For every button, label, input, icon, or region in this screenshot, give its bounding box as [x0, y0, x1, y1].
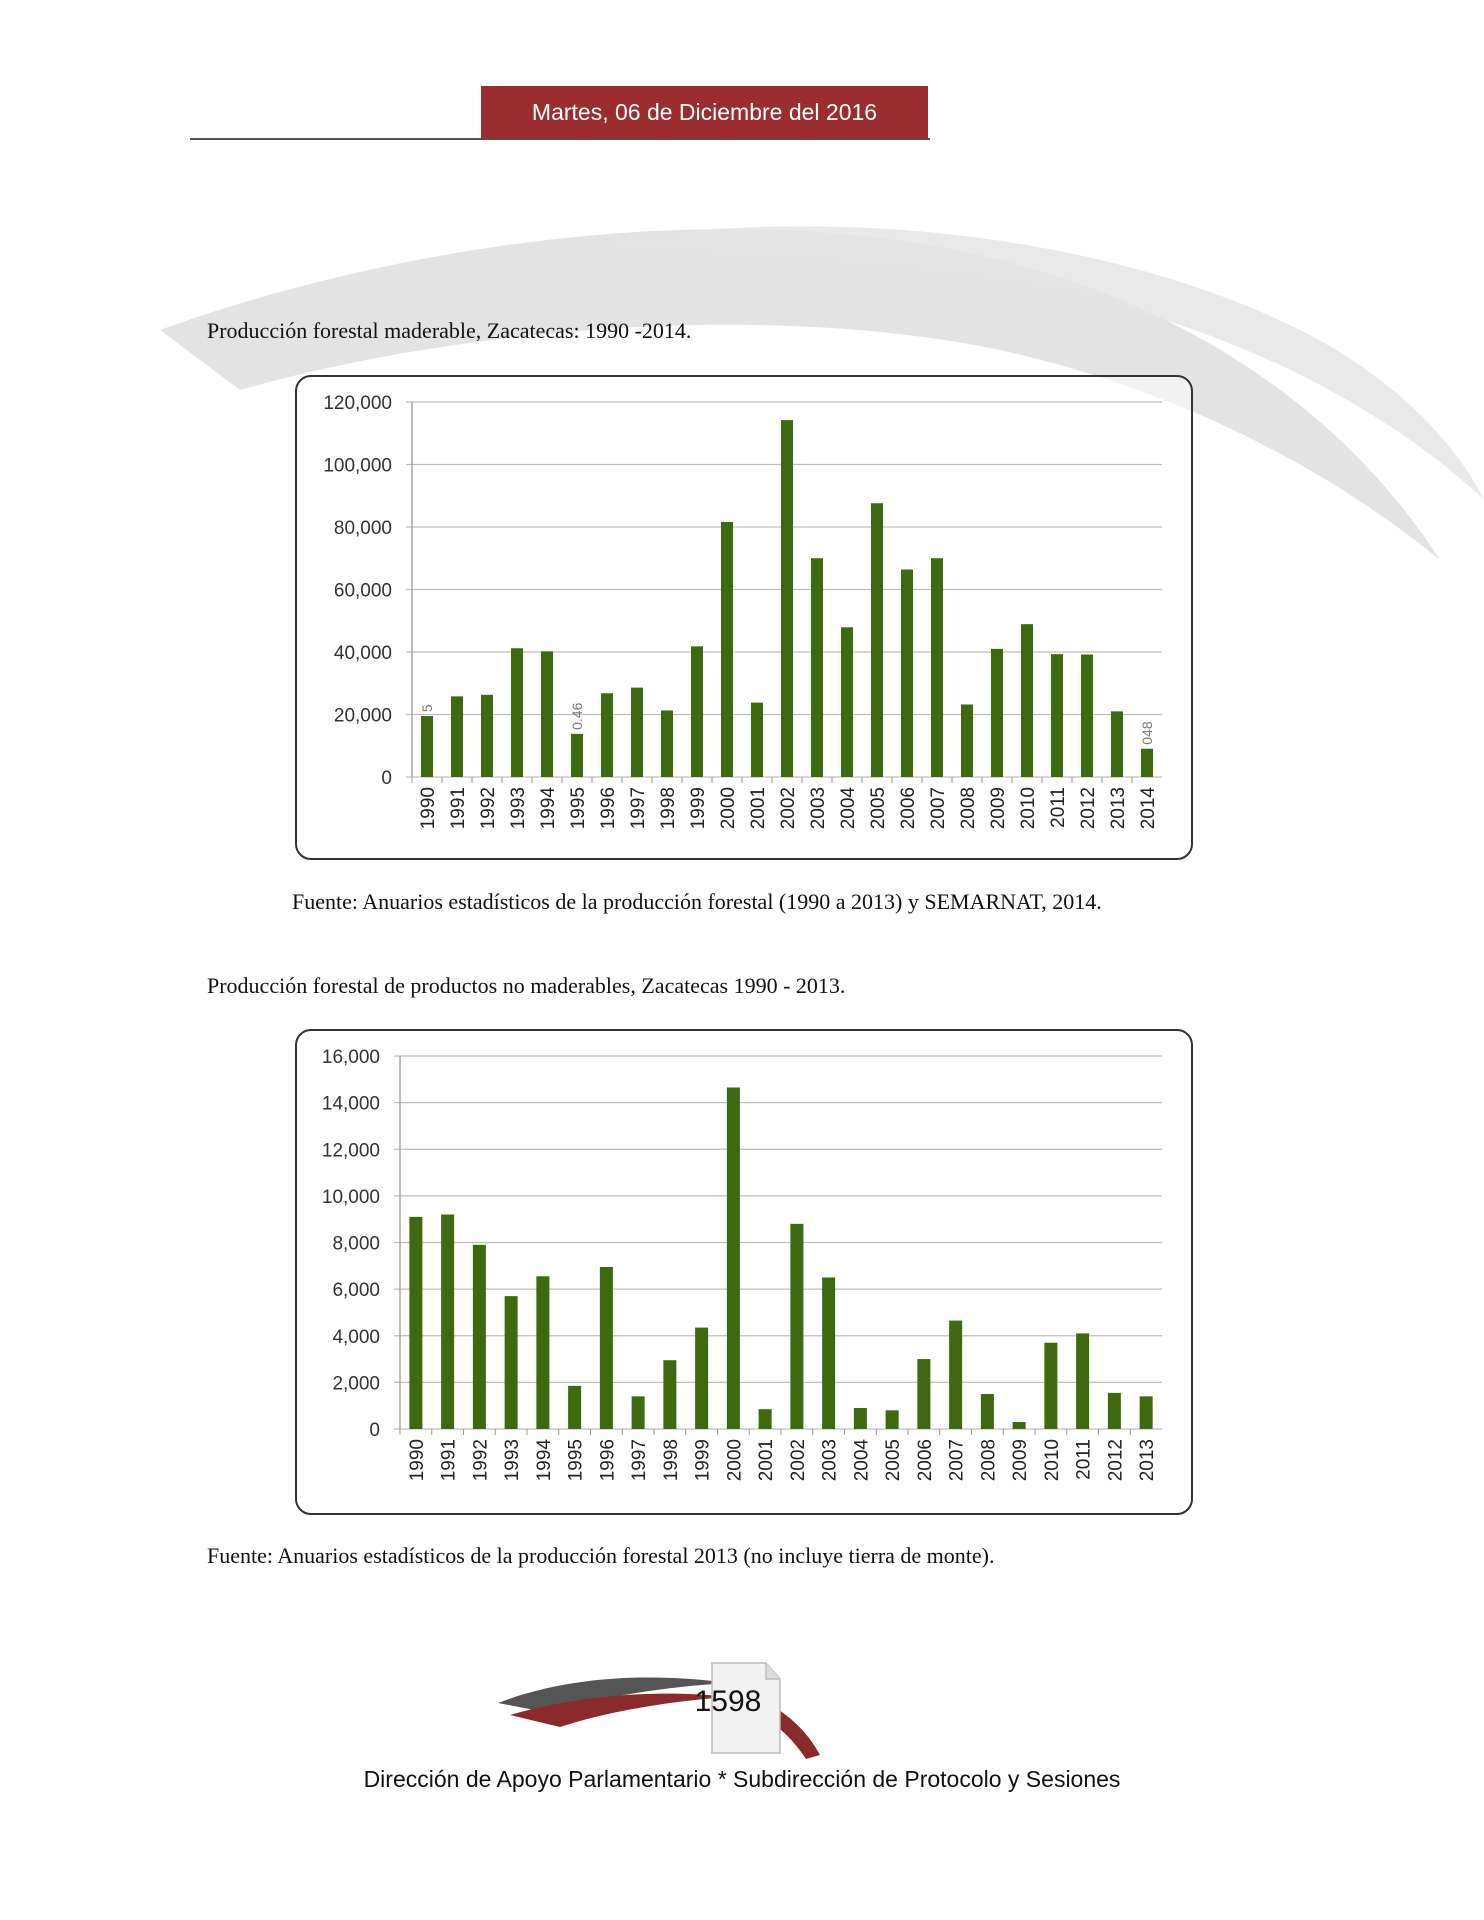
chart2-bar-2005 [886, 1410, 899, 1429]
chart2-xtick-label: 2012 [1105, 1439, 1127, 1482]
chart1-xtick-label: 1993 [508, 787, 529, 830]
chart2-bar-2004 [854, 1408, 867, 1429]
chart2-xtick-label: 2005 [883, 1439, 905, 1482]
chart2-xtick-label: 1992 [470, 1439, 492, 1482]
chart2-bar-2009 [1013, 1422, 1026, 1429]
chart2-bar-1999 [695, 1328, 708, 1429]
chart2-bar-1991 [441, 1215, 454, 1429]
chart1-xtick-label: 2000 [718, 787, 739, 830]
chart2-xtick-label: 1993 [502, 1439, 524, 1482]
chart1-ytick-label: 20,000 [333, 705, 392, 727]
chart1-xtick-label: 2010 [1018, 787, 1039, 830]
chart2-xtick-label: 1996 [597, 1439, 619, 1482]
chart1-bar-1991 [451, 696, 463, 777]
chart1-bar-2010 [1021, 624, 1033, 777]
chart2-ytick-label: 4,000 [332, 1326, 380, 1348]
chart1-bar-2004 [841, 627, 853, 777]
chart1-source: Fuente: Anuarios estadísticos de la producción forestal (1990 a 2013) y SEMARNAT, 2014. [292, 889, 1102, 914]
chart2-xtick-label: 1994 [533, 1439, 555, 1482]
chart1-data-label: 5 [419, 704, 435, 713]
chart1-bar-2012 [1081, 655, 1093, 778]
chart1-xtick-label: 2003 [808, 787, 829, 830]
chart2-xtick-label: 1997 [629, 1439, 651, 1482]
chart1-bar-1992 [481, 695, 493, 777]
chart1-xtick-label: 2004 [838, 787, 859, 830]
chart1-bar-2000 [721, 522, 733, 777]
chart1-bar-2008 [961, 705, 973, 778]
chart1-bar-2006 [901, 570, 913, 778]
chart2-xtick-label: 2004 [851, 1439, 873, 1482]
chart1-xtick-label: 2001 [748, 787, 769, 830]
chart2-source: Fuente: Anuarios estadísticos de la producción forestal 2013 (no incluye tierra de monte). [207, 1543, 995, 1568]
chart1-xtick-label: 1991 [448, 787, 469, 830]
chart1-bar-1998 [661, 710, 673, 777]
chart1-xtick-label: 1996 [598, 787, 619, 830]
chart1-xtick-label: 2013 [1108, 787, 1129, 830]
chart2-ytick-label: 14,000 [321, 1093, 380, 1115]
chart2-ytick-label: 12,000 [321, 1140, 380, 1162]
chart1-xtick-label: 1992 [478, 787, 499, 830]
chart2-bar-2007 [949, 1321, 962, 1429]
chart2-ytick-label: 0 [369, 1420, 380, 1441]
chart1-ytick-label: 80,000 [333, 518, 392, 539]
chart1-xtick-label: 2006 [898, 787, 919, 830]
chart1-ytick-label: 120,000 [323, 393, 392, 414]
chart1-xtick-label: 2012 [1078, 787, 1099, 830]
chart1-xtick-label: 1997 [628, 787, 649, 830]
chart2-xtick-label: 2001 [756, 1439, 778, 1482]
chart1-bar-2005 [871, 503, 883, 777]
chart2-xtick-label: 2013 [1137, 1439, 1159, 1482]
chart2-xtick-label: 1999 [692, 1439, 714, 1482]
chart2-xtick-label: 2009 [1010, 1439, 1032, 1482]
chart2-bar-2013 [1140, 1396, 1153, 1429]
chart2-xtick-label: 1990 [406, 1439, 428, 1482]
chart2-xtick-label: 2006 [914, 1439, 936, 1482]
chart1-bar-2007 [931, 558, 943, 777]
chart2-bar-2006 [917, 1359, 930, 1429]
chart1-ytick-label: 0 [381, 768, 392, 789]
chart1-plot [295, 375, 1194, 861]
chart1-bar-2002 [781, 420, 793, 777]
chart2-bar-2003 [822, 1277, 835, 1429]
chart2-xtick-label: 2011 [1073, 1439, 1095, 1480]
chart2-bar-1994 [536, 1276, 549, 1429]
chart2-ytick-label: 6,000 [332, 1280, 380, 1302]
chart1-xtick-label: 1998 [658, 787, 679, 830]
chart1-data-label: 048 [1139, 721, 1155, 745]
chart1-xtick-label: 2009 [988, 787, 1009, 830]
chart1-bar-1997 [631, 688, 643, 777]
chart1-xtick-label: 1999 [688, 787, 709, 830]
chart2-xtick-label: 2003 [819, 1439, 841, 1482]
chart1-ytick-label: 100,000 [323, 455, 392, 477]
chart2-xtick-label: 2008 [978, 1439, 1000, 1482]
chart1-xtick-label: 2008 [958, 787, 979, 830]
chart2-xtick-label: 1998 [660, 1439, 682, 1482]
chart1-title: Producción forestal maderable, Zacatecas: 1990 -2014. [207, 318, 692, 343]
chart2-ytick-label: 2,000 [332, 1373, 380, 1395]
chart1-bar-1993 [511, 648, 523, 777]
chart1-bar-2013 [1111, 711, 1123, 777]
header-date: Martes, 06 de Diciembre del 2016 [531, 99, 878, 125]
chart2-bar-1995 [568, 1386, 581, 1429]
chart2-ytick-label: 16,000 [321, 1047, 380, 1068]
chart1-bar-2001 [751, 703, 763, 777]
footer-text: Dirección de Apoyo Parlamentario * Subdirección de Protocolo y Sesiones [363, 1766, 1121, 1792]
chart2-xtick-label: 2007 [946, 1439, 968, 1482]
chart2-bar-2011 [1076, 1333, 1089, 1429]
chart1-xtick-label: 1995 [568, 787, 589, 830]
chart1-bar-1999 [691, 646, 703, 777]
chart1-xtick-label: 2002 [778, 787, 799, 830]
chart2-bar-1997 [632, 1396, 645, 1429]
chart1-bar-1995 [571, 734, 583, 777]
chart1-xtick-label: 1990 [418, 787, 439, 830]
chart2-xtick-label: 1995 [565, 1439, 587, 1482]
chart2-xtick-label: 2002 [787, 1439, 809, 1482]
chart2-bar-2008 [981, 1394, 994, 1429]
chart2-bar-1990 [409, 1217, 422, 1429]
chart2-ytick-label: 8,000 [332, 1233, 380, 1255]
page-number: 1598 [694, 1685, 762, 1718]
chart2-bar-2000 [727, 1087, 740, 1429]
chart2-xtick-label: 1991 [438, 1439, 460, 1482]
chart1-bar-2009 [991, 649, 1003, 777]
chart1-xtick-label: 1994 [538, 787, 559, 830]
header-date-banner [481, 86, 928, 139]
footer-emblem [490, 1655, 830, 1765]
chart1-bar-2003 [811, 558, 823, 777]
chart1-bar-1994 [541, 651, 553, 777]
chart1-ytick-label: 60,000 [333, 580, 392, 602]
chart2-bar-1993 [505, 1296, 518, 1429]
chart2-ytick-label: 10,000 [321, 1186, 380, 1208]
chart2-bar-1992 [473, 1245, 486, 1429]
chart1-bar-1996 [601, 693, 613, 777]
chart1-xtick-label: 2005 [868, 787, 889, 830]
chart1-bar-2014 [1141, 749, 1153, 777]
chart1-bar-2011 [1051, 654, 1063, 777]
chart1-bar-1990 [421, 716, 433, 777]
chart1-ytick-label: 40,000 [333, 643, 392, 664]
chart1-xtick-label: 2014 [1138, 787, 1159, 830]
chart2-bar-1998 [663, 1360, 676, 1429]
chart2-bar-2012 [1108, 1393, 1121, 1429]
chart2-bar-2002 [790, 1224, 803, 1429]
chart2-xtick-label: 2000 [724, 1439, 746, 1482]
chart1-xtick-label: 2011 [1048, 787, 1069, 828]
chart1-xtick-label: 2007 [928, 787, 949, 830]
chart2-plot [295, 1029, 1194, 1516]
chart2-bar-2010 [1044, 1343, 1057, 1429]
chart2-xtick-label: 2010 [1041, 1439, 1063, 1482]
chart1-data-label: 0.46 [569, 702, 585, 730]
chart2-title: Producción forestal de productos no maderables, Zacatecas 1990 - 2013. [207, 973, 846, 998]
chart2-bar-2001 [759, 1409, 772, 1429]
chart2-bar-1996 [600, 1267, 613, 1429]
